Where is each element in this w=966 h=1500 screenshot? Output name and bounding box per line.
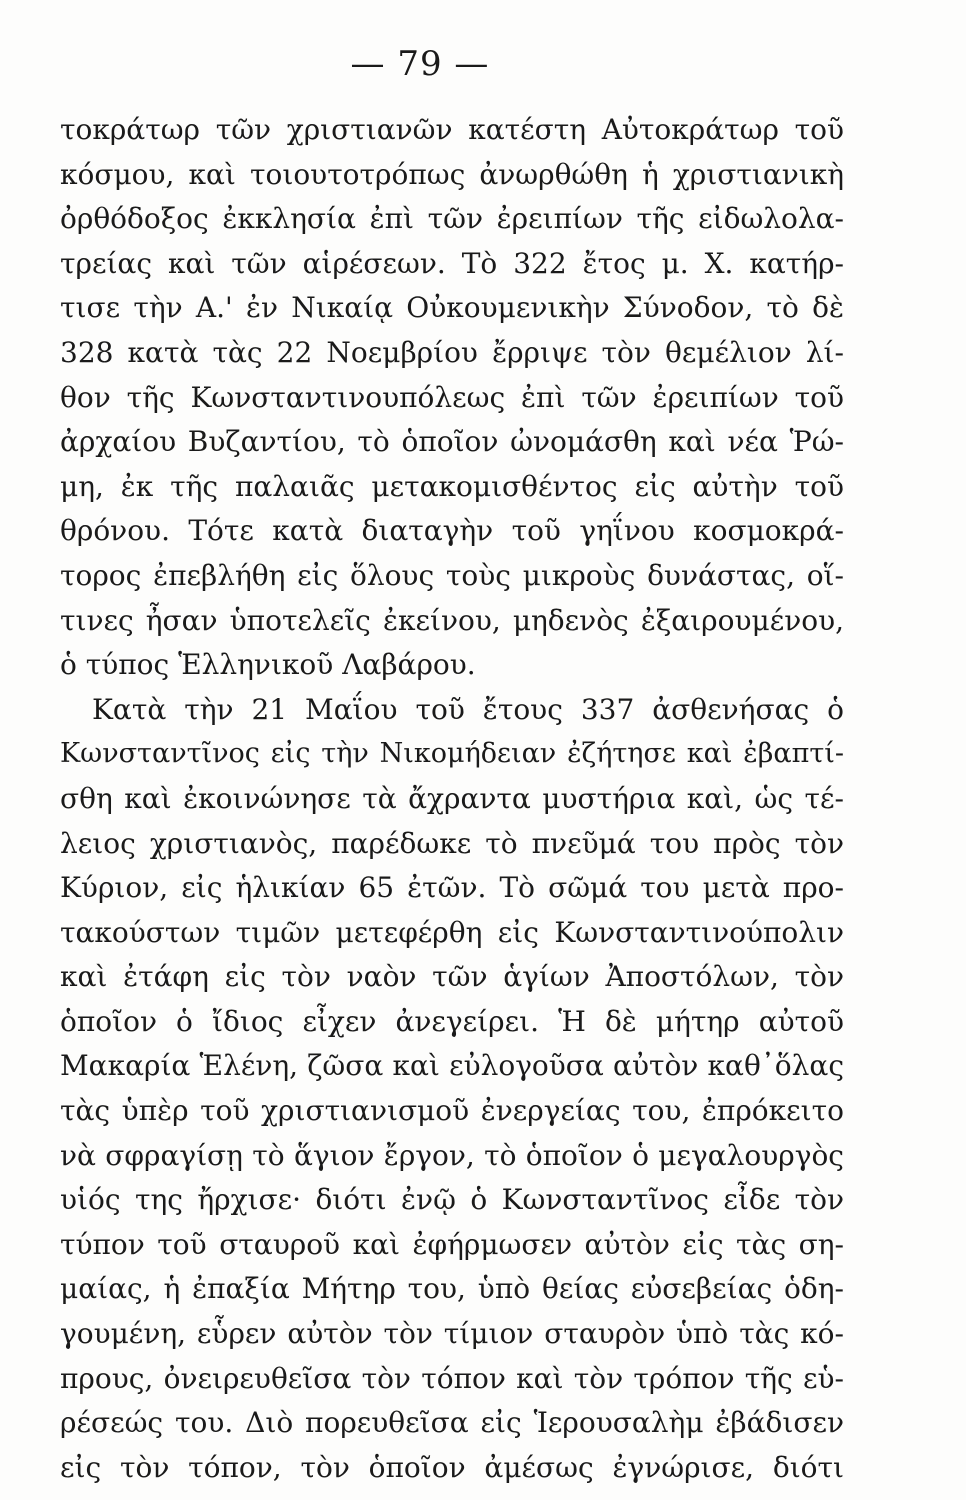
text-line: ὁποῖον ὁ ἴδιος εἶχεν ἀνεγείρει. Ἡ δὲ μήτηρ αὐτοῦ	[60, 1004, 844, 1038]
text-line: καὶ ἐτάφη εἰς τὸν ναὸν τῶν ἁγίων Ἀποστόλων, τὸν	[60, 960, 844, 994]
text-line: μαίας, ἡ ἐπαξία Μήτηρ του, ὑπὸ θείας εὐσεβείας ὁδη-	[60, 1272, 844, 1306]
text-line: λειος χριστιανὸς, παρέδωκε τὸ πνεῦμά του πρὸς τὸν	[60, 826, 844, 860]
text-line: πρους, ὀνειρευθεῖσα τὸν τόπον καὶ τὸν τρόπον τῆς εὑ-	[60, 1361, 844, 1395]
text-line: μη, ἐκ τῆς παλαιᾶς μετακομισθέντος εἰς αὐτὴν τοῦ	[60, 469, 844, 503]
text-line: Κωνσταντῖνος εἰς τὴν Νικομήδειαν ἐζήτησε καὶ ἐβαπτί-	[60, 738, 844, 770]
paragraph-end-line: ὁ τύπος Ἑλληνικοῦ Λαβάρου.	[60, 648, 476, 682]
text-line: τρείας καὶ τῶν αἱρέσεων. Τὸ 322 ἔτος μ. Χ. κατήρ-	[60, 246, 844, 280]
page-number: — 79 —	[350, 44, 490, 84]
text-line: τινες ἦσαν ὑποτελεῖς ἐκείνου, μηδενὸς ἐξαιρουμένου,	[60, 603, 844, 637]
text-line: νὰ σφραγίσῃ τὸ ἅγιον ἔργον, τὸ ὁποῖον ὁ μεγαλουργὸς	[60, 1138, 844, 1172]
text-line: θον τῆς Κωνσταντινουπόλεως ἐπὶ τῶν ἐρειπίων τοῦ	[60, 380, 844, 414]
text-line: κόσμου, καὶ τοιουτοτρόπως ἀνωρθώθη ἡ χριστιανικὴ	[60, 157, 844, 191]
text-line: γουμένη, εὗρεν αὐτὸν τὸν τίμιον σταυρὸν ὑπὸ τὰς κό-	[60, 1317, 844, 1351]
text-line: υἱός της ἤρχισε· διότι ἐνῷ ὁ Κωνσταντῖνος εἶδε τὸν	[60, 1183, 844, 1217]
text-line: Μακαρία Ἑλένη, ζῶσα καὶ εὐλογοῦσα αὐτὸν καθ᾽ὅλας	[60, 1049, 844, 1083]
body-text	[54, 108, 844, 1490]
text-line: τορος ἐπεβλήθη εἰς ὅλους τοὺς μικροὺς δυνάστας, οἵ-	[60, 558, 844, 592]
text-line: σθη καὶ ἐκοινώνησε τὰ ἄχραντα μυστήρια καὶ, ὡς τέ-	[60, 781, 844, 815]
text-line: τισε τὴν Α.' ἐν Νικαίᾳ Οὐκουμενικὴν Σύνοδον, τὸ δὲ	[60, 291, 844, 325]
text-line: θρόνου. Τότε κατὰ διαταγὴν τοῦ γηΐνου κοσμοκρά-	[60, 514, 844, 548]
paragraph-start-line: Κατὰ τὴν 21 Μαΐου τοῦ ἔτους 337 ἀσθενήσας ὁ	[92, 692, 844, 726]
text-line: τοκράτωρ τῶν χριστιανῶν κατέστη Αὐτοκράτωρ τοῦ	[60, 113, 844, 146]
text-line: ὀρθόδοξος ἐκκλησία ἐπὶ τῶν ἐρειπίων τῆς εἰδωλολα-	[60, 202, 844, 236]
text-line: ἀρχαίου Βυζαντίου, τὸ ὁποῖον ὠνομάσθη καὶ νέα Ῥώ-	[60, 425, 844, 459]
text-line: ρέσεώς του. Διὸ πορευθεῖσα εἰς Ἱερουσαλὴμ ἐβάδισεν	[60, 1406, 844, 1440]
text-line: Κύριον, εἰς ἡλικίαν 65 ἐτῶν. Τὸ σῶμά του μετὰ προ-	[60, 871, 844, 905]
text-line: τύπον τοῦ σταυροῦ καὶ ἐφήρμωσεν αὐτὸν εἰς τὰς ση-	[60, 1227, 844, 1261]
text-line: τακούστων τιμῶν μετεφέρθη εἰς Κωνσταντινούπολιν	[60, 915, 844, 949]
text-line: 328 κατὰ τὰς 22 Νοεμβρίου ἔρριψε τὸν θεμέλιον λί-	[60, 335, 844, 369]
text-line: εἰς τὸν τόπον, τὸν ὁποῖον ἀμέσως ἐγνώρισε, διότι	[60, 1450, 844, 1484]
text-line: τὰς ὑπὲρ τοῦ χριστιανισμοῦ ἐνεργείας του, ἐπρόκειτο	[60, 1094, 844, 1128]
